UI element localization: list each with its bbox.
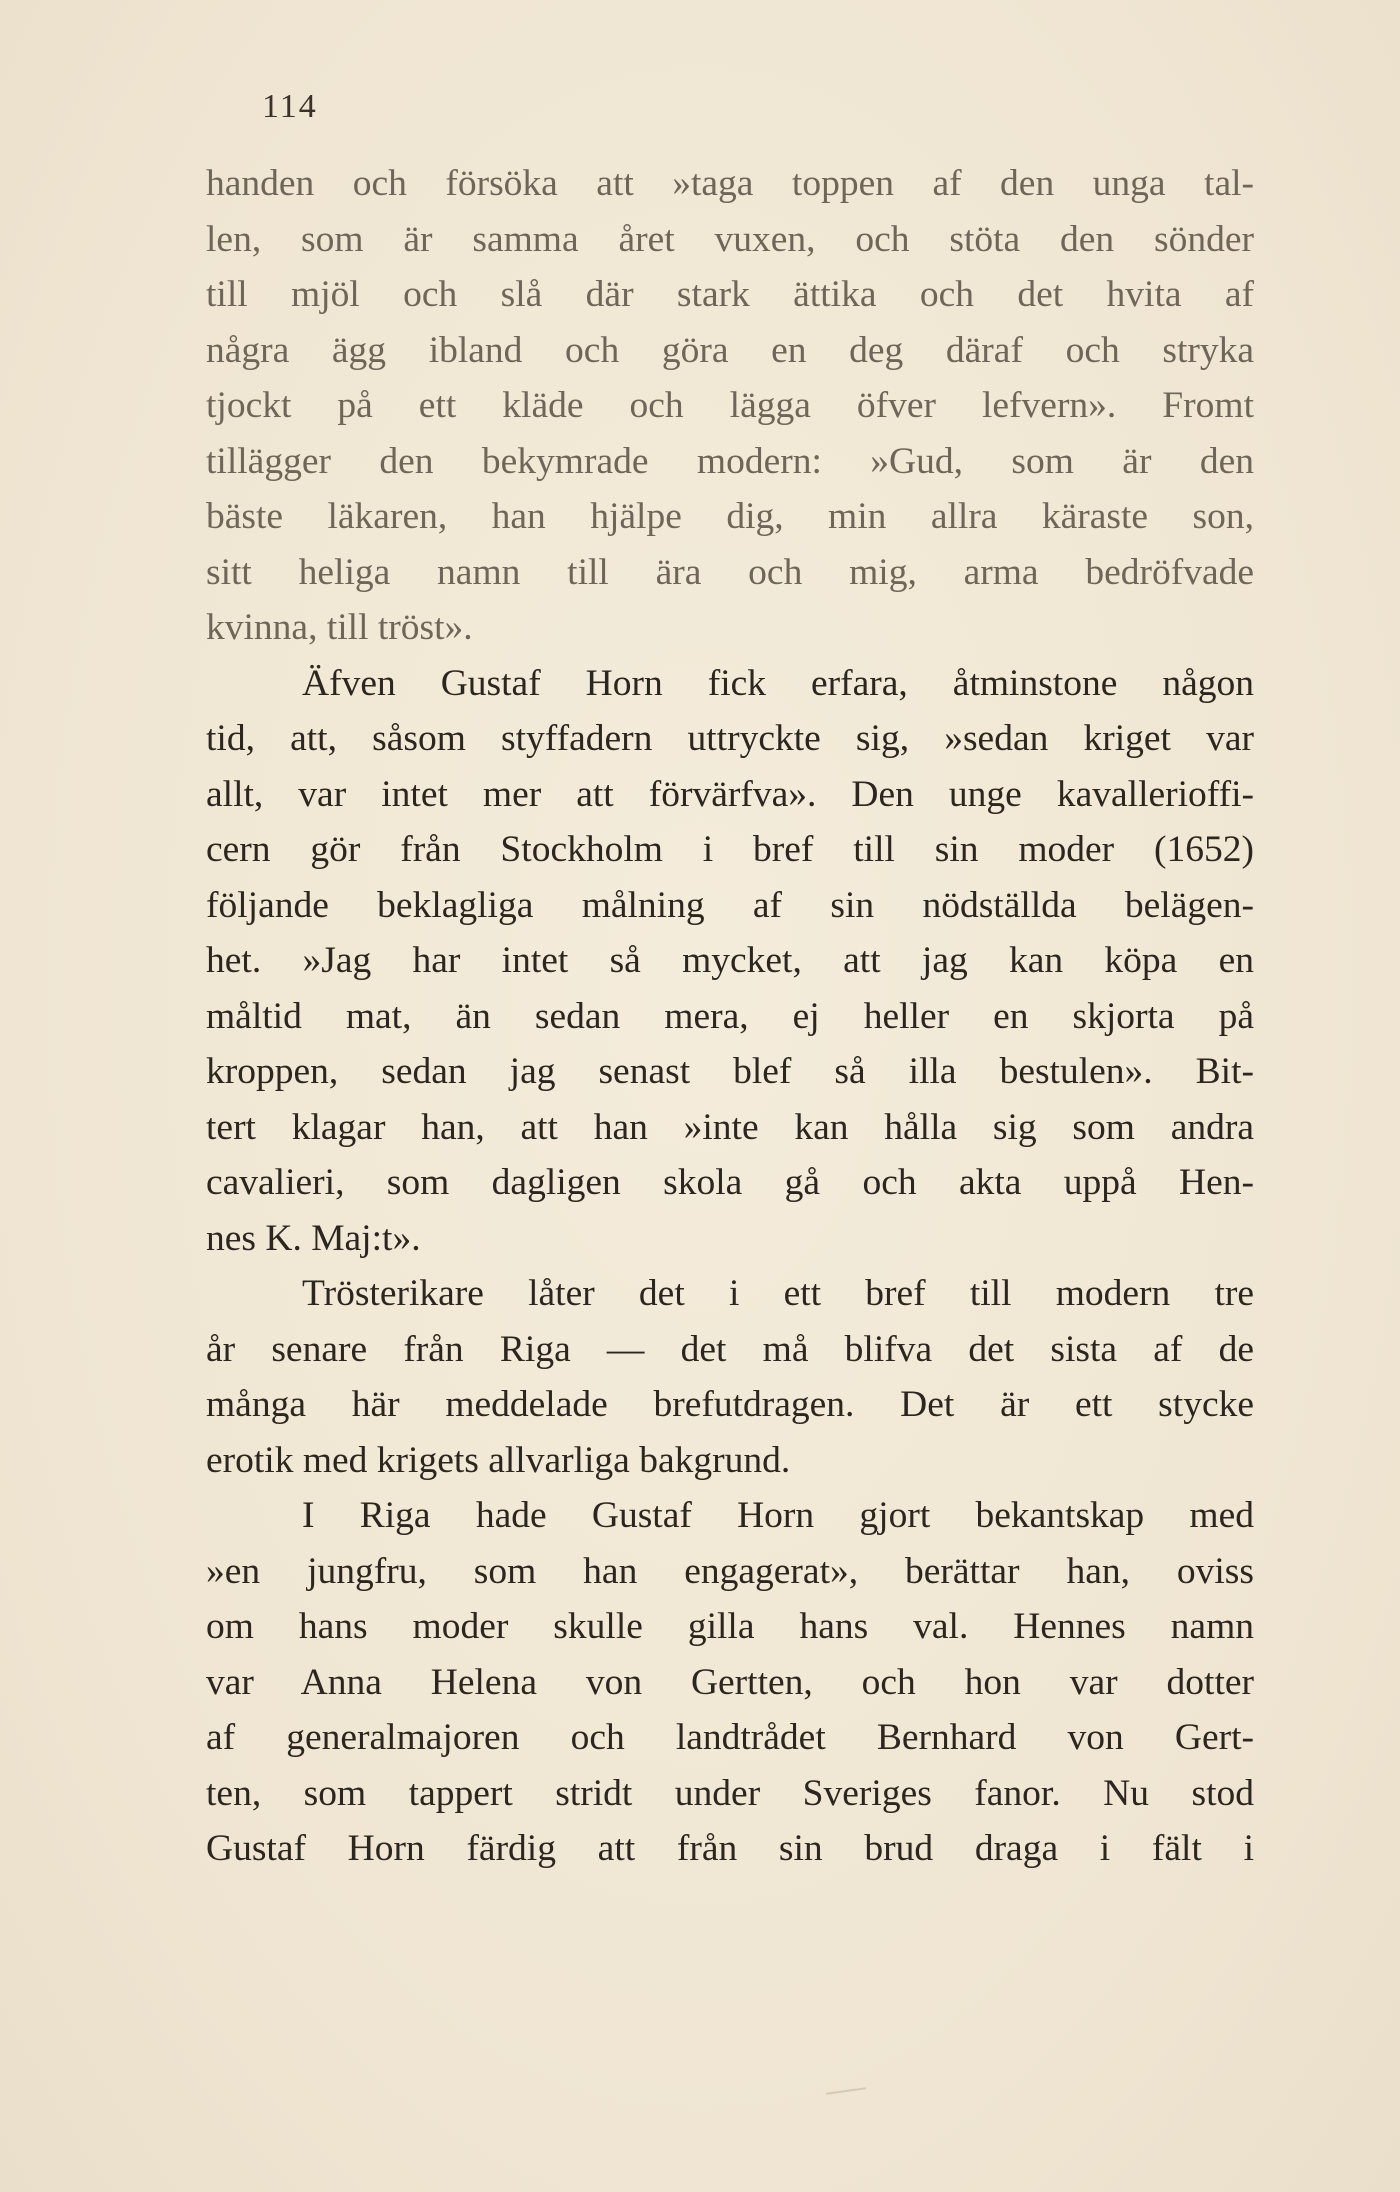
paper-mark (826, 2087, 866, 2095)
text-line: måltid mat, än sedan mera, ej heller en skjorta på (206, 995, 1254, 1037)
paragraph-first-line: I Riga hade Gustaf Horn gjort bekantskap med (302, 1495, 1254, 1536)
text-line: till mjöl och slå där stark ättika och det hvita af (206, 274, 1254, 315)
text-line: bäste läkaren, han hjälpe dig, min allra käraste son, (206, 496, 1254, 537)
paragraph-first-line: Trösterikare låter det i ett bref till modern tre (302, 1273, 1254, 1314)
text-line: tid, att, såsom styffadern uttryckte sig, »sedan kriget var (206, 718, 1254, 759)
text-line: nes K. Maj:t». (206, 1217, 421, 1259)
text-line: »en jungfru, som han engagerat», berättar han, oviss (206, 1550, 1254, 1592)
text-line: tert klagar han, att han »inte kan hålla sig som andra (206, 1106, 1254, 1148)
text-line: år senare från Riga — det må blifva det sista af de (206, 1328, 1254, 1370)
text-line: cern gör från Stockholm i bref till sin moder (1652) (206, 829, 1254, 870)
text-line: tjockt på ett kläde och lägga öfver lefvern». Fromt (206, 385, 1254, 426)
text-line: erotik med krigets allvarliga bakgrund. (206, 1439, 791, 1481)
text-line: kvinna, till tröst». (206, 607, 473, 648)
text-line: len, som är samma året vuxen, och stöta den sönder (206, 218, 1254, 260)
text-line: kroppen, sedan jag senast blef så illa bestulen». Bit- (206, 1051, 1254, 1092)
body-text (206, 156, 1254, 1877)
text-line: sitt heliga namn till ära och mig, arma bedröfvade (206, 551, 1254, 593)
paragraph-first-line: Äfven Gustaf Horn fick erfara, åtminstone någon (302, 662, 1254, 704)
text-line: af generalmajoren och landtrådet Bernhard von Gert- (206, 1717, 1254, 1758)
text-line: Gustaf Horn färdig att från sin brud draga i fält i (206, 1828, 1254, 1869)
text-line: tillägger den bekymrade modern: »Gud, som är den (206, 440, 1254, 482)
text-line: handen och försöka att »taga toppen af den unga tal- (206, 163, 1254, 204)
page-number: 114 (262, 88, 318, 125)
text-line: några ägg ibland och göra en deg däraf och stryka (206, 329, 1254, 371)
text-line: följande beklagliga målning af sin nödställda belägen- (206, 884, 1254, 926)
text-line: cavalieri, som dagligen skola gå och akta uppå Hen- (206, 1162, 1254, 1203)
text-line: om hans moder skulle gilla hans val. Hennes namn (206, 1606, 1254, 1647)
text-line: ten, som tappert stridt under Sveriges fanor. Nu stod (206, 1772, 1254, 1814)
text-line: allt, var intet mer att förvärfva». Den unge kavallerioffi- (206, 773, 1254, 815)
text-line: många här meddelade brefutdragen. Det är ett stycke (206, 1384, 1254, 1425)
text-line: het. »Jag har intet så mycket, att jag kan köpa en (206, 940, 1254, 981)
text-line: var Anna Helena von Gertten, och hon var dotter (206, 1661, 1254, 1703)
